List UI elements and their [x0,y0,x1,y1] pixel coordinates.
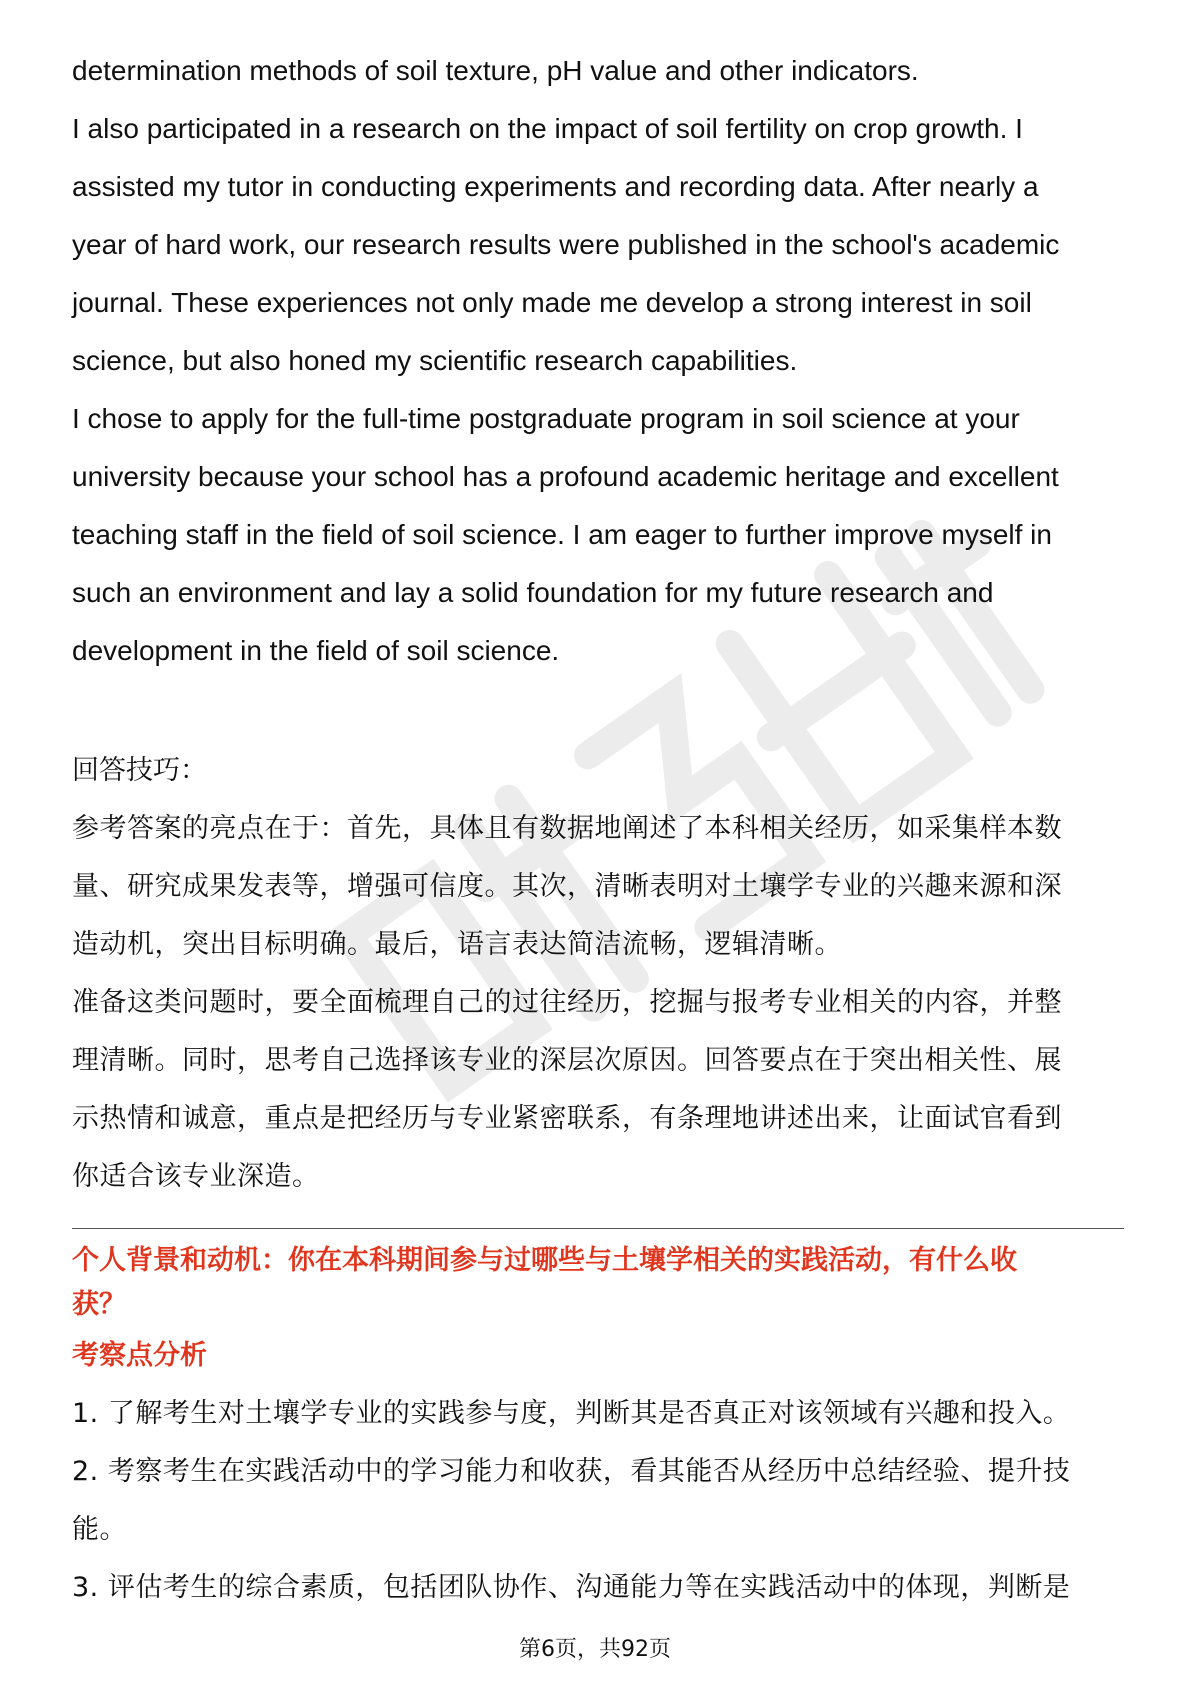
answer-line: journal. These experiences not only made me develop a strong interest in soil [72,287,1032,318]
question-title-line: 获？ [72,1289,126,1320]
tips-line: 你适合该专业深造。 [72,1161,320,1192]
answer-line: science, but also honed my scientific research capabilities. [72,345,798,376]
answer-line: year of hard work, our research results were published in the school's academic [72,229,1060,260]
answer-line: I chose to apply for the full-time postgraduate program in soil science at your [72,403,1020,434]
analysis-heading: 考察点分析 [72,1340,207,1371]
answer-line: development in the field of soil science. [72,635,560,666]
answer-line: teaching staff in the field of soil science. I am eager to further improve myself in [72,519,1052,550]
analysis-item: 1. 了解考生对土壤学专业的实践参与度，判断其是否真正对该领域有兴趣和投入。 [72,1398,1071,1429]
tips-line: 量、研究成果发表等，增强可信度。其次，清晰表明对土壤学专业的兴趣来源和深 [72,871,1062,902]
analysis-item: 2. 考察考生在实践活动中的学习能力和收获，看其能否从经历中总结经验、提升技 [72,1456,1071,1487]
answer-line: I also participated in a research on the impact of soil fertility on crop growth. I [72,113,1023,144]
tips-heading: 回答技巧： [72,755,207,786]
tips-line: 理清晰。同时，思考自己选择该专业的深层次原因。回答要点在于突出相关性、展 [72,1045,1062,1076]
tips-line: 参考答案的亮点在于：首先，具体且有数据地阐述了本科相关经历，如采集样本数 [72,813,1062,844]
answer-line: such an environment and lay a solid foundation for my future research and [72,577,994,608]
analysis-item: 能。 [72,1514,127,1545]
section-divider [72,1228,1124,1229]
page-number: 第6页，共92页 [519,1637,671,1662]
answer-line: determination methods of soil texture, pH value and other indicators. [72,55,919,86]
tips-line: 准备这类问题时，要全面梳理自己的过往经历，挖掘与报考专业相关的内容，并整 [72,987,1062,1018]
analysis-item: 3. 评估考生的综合素质，包括团队协作、沟通能力等在实践活动中的体现，判断是 [72,1572,1071,1603]
question-title-line: 个人背景和动机：你在本科期间参与过哪些与土壤学相关的实践活动，有什么收 [72,1245,1017,1276]
english-answer-text [72,42,1124,680]
document-page [72,42,1124,1617]
answer-line: university because your school has a profound academic heritage and excellent [72,461,1059,492]
answer-line: assisted my tutor in conducting experiments and recording data. After nearly a [72,171,1039,202]
tips-line: 示热情和诚意，重点是把经历与专业紧密联系，有条理地讲述出来，让面试官看到 [72,1103,1062,1134]
tips-line: 造动机，突出目标明确。最后，语言表达简洁流畅，逻辑清晰。 [72,929,842,960]
